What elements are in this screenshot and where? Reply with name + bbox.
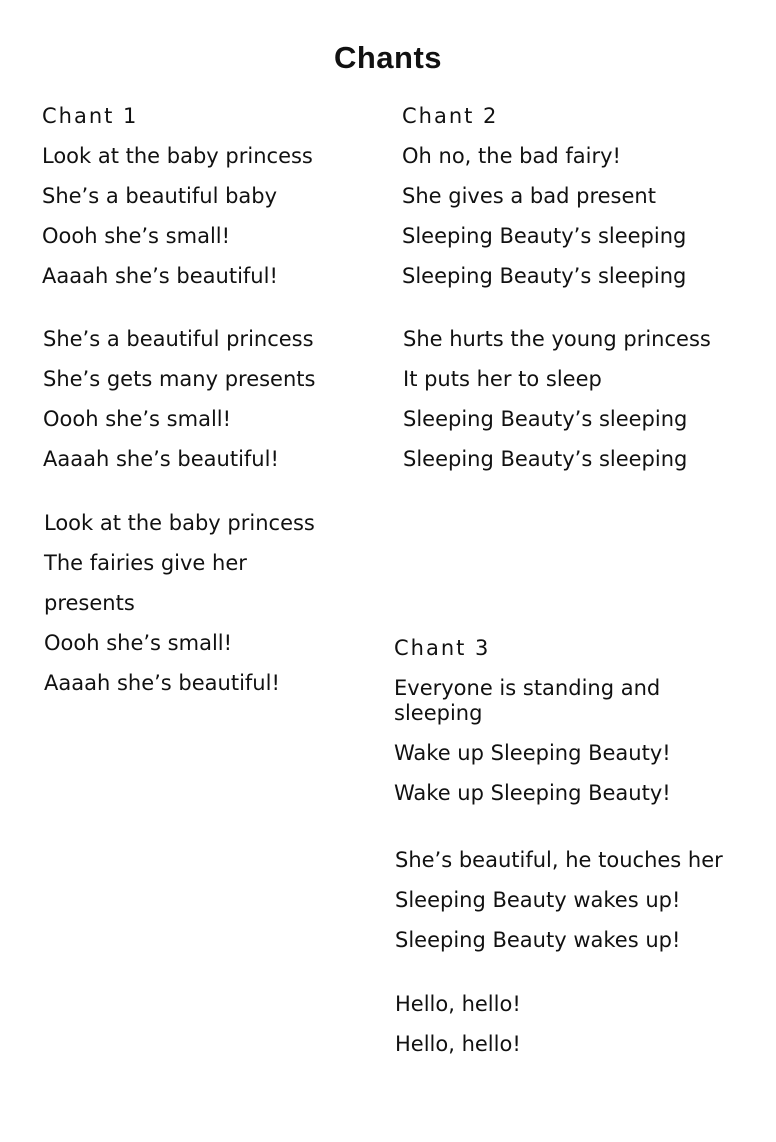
chant-2-line: She gives a bad present bbox=[402, 184, 656, 208]
chant-1-line: Aaaah she’s beautiful! bbox=[42, 264, 278, 288]
chant-1-stanza-3 bbox=[44, 511, 315, 696]
chant-1-line: Aaaah she’s beautiful! bbox=[43, 447, 279, 471]
chant-2-stanza-1 bbox=[402, 104, 686, 289]
chant-3-stanza-3 bbox=[395, 992, 521, 1057]
chant-2-heading: Chant 2 bbox=[402, 104, 499, 128]
chant-3-line: Sleeping Beauty wakes up! bbox=[395, 928, 681, 952]
chant-1-line: Oooh she’s small! bbox=[42, 224, 231, 248]
chant-3-line: Hello, hello! bbox=[395, 992, 521, 1016]
chant-1-line: Look at the baby princess bbox=[42, 144, 313, 168]
chant-1-line: The fairies give her bbox=[44, 551, 247, 575]
chant-1-line: presents bbox=[44, 591, 135, 615]
chant-1-line: Oooh she’s small! bbox=[44, 631, 233, 655]
chant-3-line: Wake up Sleeping Beauty! bbox=[394, 781, 671, 805]
chant-2-line: Oh no, the bad fairy! bbox=[402, 144, 621, 168]
chant-2-line: Sleeping Beauty’s sleeping bbox=[403, 407, 688, 431]
chant-1-stanza-1 bbox=[42, 104, 313, 289]
chant-1-line: Oooh she’s small! bbox=[43, 407, 232, 431]
page-title: Chants bbox=[333, 40, 443, 75]
chant-2-line: It puts her to sleep bbox=[403, 367, 602, 391]
chant-1-line: She’s gets many presents bbox=[43, 367, 316, 391]
chant-2-line: Sleeping Beauty’s sleeping bbox=[402, 224, 687, 248]
chant-3-stanza-1 bbox=[394, 636, 671, 806]
chant-2-line: She hurts the young princess bbox=[403, 327, 711, 351]
chant-2-stanza-2 bbox=[403, 327, 711, 472]
chant-3-line: She’s beautiful, he touches her bbox=[395, 848, 723, 872]
chant-3-line: Wake up Sleeping Beauty! bbox=[394, 741, 671, 765]
chant-3-line: sleeping bbox=[394, 701, 483, 725]
chant-2-line: Sleeping Beauty’s sleeping bbox=[403, 447, 688, 471]
chant-3-line: Hello, hello! bbox=[395, 1032, 521, 1056]
chant-3-line: Sleeping Beauty wakes up! bbox=[395, 888, 681, 912]
chant-1-line: Look at the baby princess bbox=[44, 511, 315, 535]
chant-1-line: She’s a beautiful princess bbox=[43, 327, 314, 351]
chant-1-line: Aaaah she’s beautiful! bbox=[44, 671, 280, 695]
chant-1-stanza-2 bbox=[43, 327, 315, 472]
chant-1-heading: Chant 1 bbox=[42, 104, 139, 128]
chant-1-line: She’s a beautiful baby bbox=[42, 184, 278, 208]
chant-3-line: Everyone is standing and bbox=[394, 676, 661, 700]
chant-2-line: Sleeping Beauty’s sleeping bbox=[402, 264, 687, 288]
chant-3-heading: Chant 3 bbox=[394, 636, 491, 660]
chant-3-stanza-2 bbox=[395, 848, 723, 953]
